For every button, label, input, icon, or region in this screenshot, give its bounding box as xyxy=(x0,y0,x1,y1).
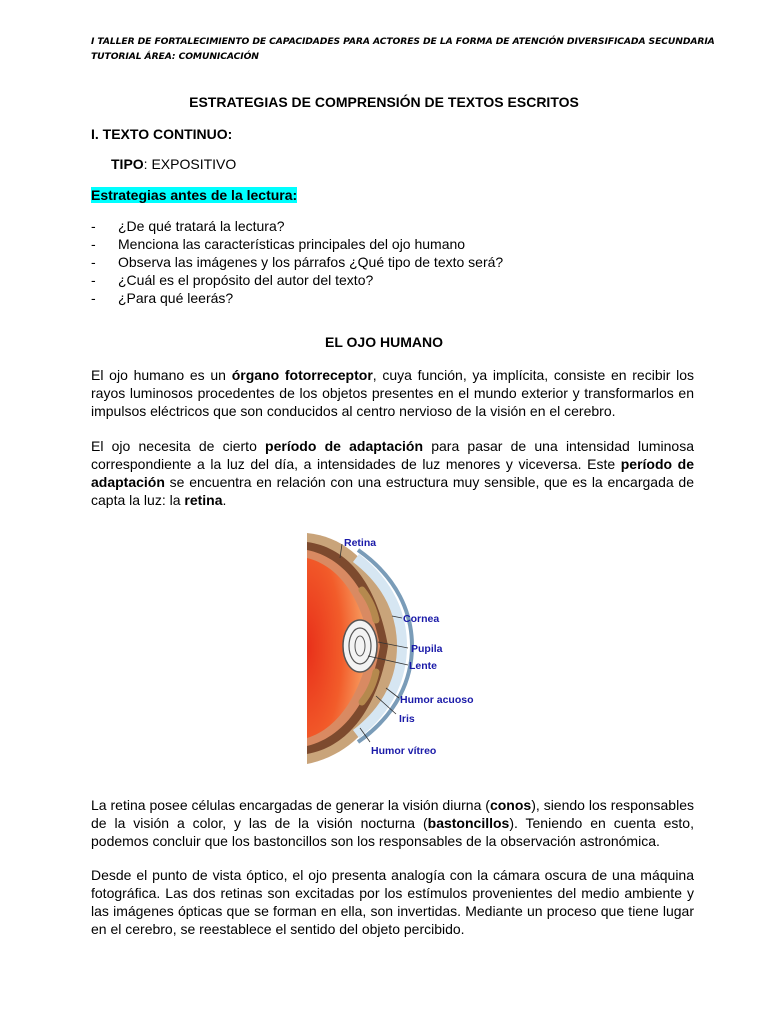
paragraph-4: Desde el punto de vista óptico, el ojo presenta analogía con la cámara oscura de una máquina fotográfica. Las dos retinas son excitadas por los estímulos provenientes del medio ambiente y las imágenes ópticas que se forman en ella, son invertidas. Mediante un proceso que tiene lugar en el cerebro, se reestablece el sentido del objeto percibido. xyxy=(91,867,694,937)
reading-title: EL OJO HUMANO xyxy=(325,334,443,350)
label-iris: Iris xyxy=(399,713,415,725)
bullet-dash: - xyxy=(91,272,96,288)
key-term: retina xyxy=(184,492,223,508)
bullet-dash: - xyxy=(91,236,96,252)
list-item-text: ¿Para qué leerás? xyxy=(118,290,234,306)
bullet-dash: - xyxy=(91,290,96,306)
label-humor-acuoso: Humor acuoso xyxy=(400,694,474,706)
label-cornea: Cornea xyxy=(403,613,440,625)
text-type-line xyxy=(111,156,236,172)
list-item-text: Menciona las características principales del ojo humano xyxy=(118,236,466,252)
key-term: período de adaptación xyxy=(91,456,694,490)
key-term: período de adaptación xyxy=(265,438,424,454)
text-type-label: TIPO xyxy=(111,156,144,172)
label-humor-vitreo: Humor vítreo xyxy=(371,745,437,757)
header-line-1: I TALLER DE FORTALECIMIENTO DE CAPACIDADES PARA ACTORES DE LA FORMA DE ATENCIÓN DIVERSIFICADA SECUNDARIA xyxy=(91,36,715,47)
strategies-heading-text: Estrategias antes de la lectura: xyxy=(91,187,298,203)
key-term: bastoncillos xyxy=(427,815,510,831)
bullet-dash: - xyxy=(91,218,96,234)
text-type-value: : EXPOSITIVO xyxy=(143,156,237,172)
paragraph-3: La retina posee células encargadas de generar la visión diurna (conos), siendo los responsables de la visión a color, y las de la visión nocturna (bastoncillos). Teniendo en cuenta esto, podemos concluir que los bastoncillos son los responsables de la observación astronómica. xyxy=(91,797,694,849)
bullet-dash: - xyxy=(91,254,96,270)
header-line-2: TUTORIAL ÁREA: COMUNICACIÓN xyxy=(91,51,259,62)
strategies-heading xyxy=(91,187,297,203)
paragraph-1: El ojo humano es un órgano fotorreceptor, cuya función, ya implícita, consiste en recibir los rayos luminosos procedentes de los objetos presentes en el mundo exterior y transformarlos en impulsos eléctricos que son conducidos al centro nervioso de la visión en el cerebro. xyxy=(91,367,695,419)
eye-diagram xyxy=(300,528,490,768)
section-heading: I. TEXTO CONTINUO: xyxy=(91,126,233,142)
label-lente: Lente xyxy=(409,660,438,672)
key-term: conos xyxy=(489,797,532,813)
label-pupila: Pupila xyxy=(411,643,443,655)
list-item-text: ¿De qué tratará la lectura? xyxy=(118,218,285,234)
paragraph-2: El ojo necesita de cierto período de adaptación para pasar de una intensidad luminosa correspondiente a la luz del día, a intensidades de luz menores y viceversa. Este período de adaptación se encuentra en relación con una estructura muy sensible, que es la encargada de capta la luz: la retina. xyxy=(91,438,694,508)
list-item-text: Observa las imágenes y los párrafos ¿Qué tipo de texto será? xyxy=(118,254,504,270)
document-title: ESTRATEGIAS DE COMPRENSIÓN DE TEXTOS ESCRITOS xyxy=(189,94,579,110)
label-retina: Retina xyxy=(344,537,377,549)
key-term: órgano fotorreceptor xyxy=(231,367,373,383)
list-item-text: ¿Cuál es el propósito del autor del texto? xyxy=(118,272,374,288)
